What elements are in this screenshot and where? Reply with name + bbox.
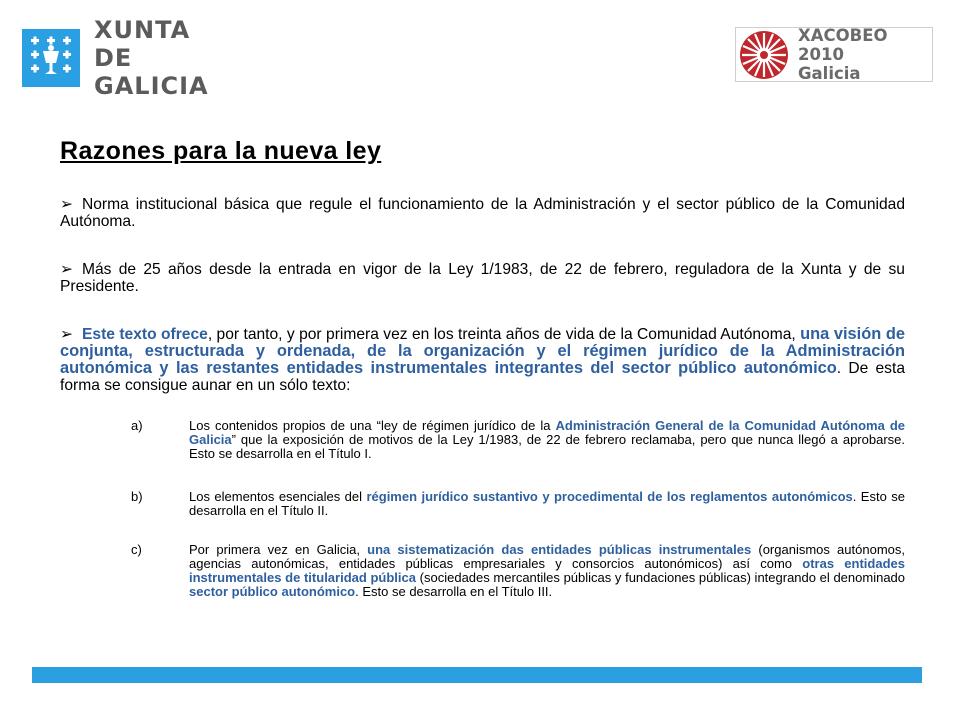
bullet-3-highlight-1: Este texto ofrece — [82, 326, 208, 343]
list-item-letter: c) — [131, 542, 142, 557]
item-a-text-1: Los contenidos propios de una “ley de régimen jurídico de la — [189, 418, 556, 433]
xacobeo-logo-line1: XACOBEO 2010 — [798, 26, 888, 64]
list-item-c — [131, 543, 905, 599]
arrow-bullet-icon: ➢ — [60, 261, 74, 278]
slide-title: Razones para la nueva ley — [60, 137, 382, 165]
bullet-3-text-2: . De esta forma se consigue aunar en un sólo texto: — [60, 360, 905, 394]
xacobeo-wordmark — [798, 26, 932, 83]
item-a-text-2: ” que la exposición de motivos de la Ley 1/1983, de 22 de febrero reclamaba, pero que nunca llegó a aprobarse. Esto se desarrolla en el Título I. — [189, 432, 905, 461]
xacobeo-emblem-icon — [738, 29, 790, 81]
item-c-text-3: (sociedades mercantiles públicas y fundaciones públicas) integrando el denominado — [416, 570, 906, 585]
bullet-3 — [60, 326, 905, 394]
item-b-highlight-1: régimen jurídico sustantivo y procedimental de los reglamentos autonómicos — [366, 489, 853, 504]
list-item-b — [131, 490, 905, 518]
xacobeo-logo-line2: Galicia — [798, 64, 861, 83]
item-c-text-4: . Esto se desarrolla en el Título III. — [355, 584, 553, 599]
xunta-logo-line2: DE GALICIA — [94, 44, 209, 100]
xacobeo-logo — [735, 27, 933, 82]
list-item-text — [189, 490, 905, 518]
item-c-text-1: Por primera vez en Galicia, — [189, 542, 368, 557]
item-b-text-2: . Esto se desarrolla en el Título II. — [189, 489, 905, 518]
xunta-shield-icon — [22, 29, 80, 87]
list-item-letter: a) — [131, 418, 143, 433]
list-item-text — [189, 419, 905, 461]
item-c-highlight-3: sector público autonómico — [189, 584, 356, 599]
bullet-2 — [60, 261, 905, 295]
list-item-a — [131, 419, 905, 461]
list-item-text — [189, 543, 905, 599]
arrow-bullet-icon: ➢ — [60, 326, 74, 343]
item-b-text-1: Los elementos esenciales del — [189, 489, 367, 504]
xunta-logo — [22, 16, 232, 100]
item-a-highlight-1: Administración General de la Comunidad Autónoma de Galicia — [189, 418, 905, 447]
xunta-wordmark — [94, 16, 232, 100]
bullet-3-text-1: , por tanto, y por primera vez en los treinta años de vida de la Comunidad Autónoma, — [207, 326, 801, 343]
item-c-text-2: (organismos autónomos, agencias autonómicas, entidades públicas empresariales y consorcios autonómicos) así como — [189, 542, 905, 571]
item-c-highlight-1: una sistematización das entidades públicas instrumentales — [367, 542, 752, 557]
bullet-1 — [60, 196, 905, 230]
bullet-3-highlight-2: una visión de conjunta, estructurada y ordenada, de la organización y el régimen jurídico de la Administración autonómica y las restantes entidades instrumentales integrantes del sector público autonómico — [60, 325, 905, 377]
arrow-bullet-icon: ➢ — [60, 196, 74, 213]
bullet-1-text: Norma institucional básica que regule el funcionamiento de la Administración y el sector público de la Comunidad Autónoma. — [60, 196, 905, 230]
list-item-letter: b) — [131, 489, 143, 504]
xunta-logo-line1: XUNTA — [94, 16, 191, 44]
item-c-highlight-2: otras entidades instrumentales de titularidad pública — [189, 556, 905, 585]
bullet-2-text: Más de 25 años desde la entrada en vigor de la Ley 1/1983, de 22 de febrero, reguladora de la Xunta y de su Presidente. — [60, 261, 905, 295]
footer-bar — [32, 667, 922, 683]
